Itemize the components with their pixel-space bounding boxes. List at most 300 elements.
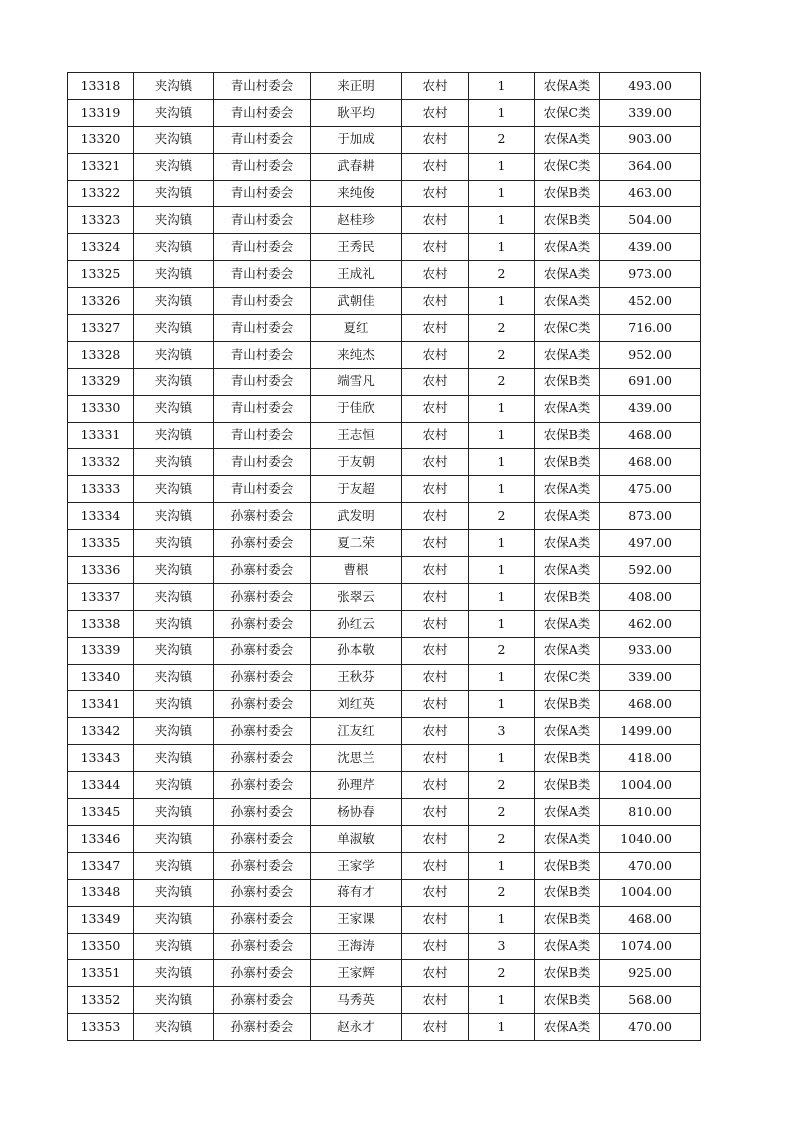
household-type-cell: 农村: [402, 825, 469, 852]
person-count-cell: 1: [469, 664, 535, 691]
person-count-cell: 2: [469, 503, 535, 530]
amount-cell: 468.00: [600, 449, 701, 476]
amount-cell: 1040.00: [600, 825, 701, 852]
person-count-cell: 2: [469, 637, 535, 664]
insurance-class-cell: 农保C类: [535, 99, 600, 126]
person-count-cell: 1: [469, 234, 535, 261]
name-cell: 端雪凡: [311, 368, 402, 395]
household-type-cell: 农村: [402, 960, 469, 987]
amount-cell: 452.00: [600, 288, 701, 315]
insurance-class-cell: 农保A类: [535, 933, 600, 960]
table-row: [68, 476, 701, 503]
person-count-cell: 1: [469, 395, 535, 422]
record-id-cell: 13322: [68, 180, 134, 207]
name-cell: 于佳欣: [311, 395, 402, 422]
record-id-cell: 13344: [68, 772, 134, 799]
name-cell: 单淑敏: [311, 825, 402, 852]
table-row: [68, 395, 701, 422]
name-cell: 王家课: [311, 906, 402, 933]
insurance-class-cell: 农保B类: [535, 745, 600, 772]
household-type-cell: 农村: [402, 126, 469, 153]
record-id-cell: 13319: [68, 99, 134, 126]
town-cell: 夹沟镇: [134, 933, 214, 960]
person-count-cell: 1: [469, 153, 535, 180]
town-cell: 夹沟镇: [134, 234, 214, 261]
record-id-cell: 13329: [68, 368, 134, 395]
village-committee-cell: 孙寨村委会: [214, 718, 311, 745]
person-count-cell: 1: [469, 207, 535, 234]
table-row: [68, 180, 701, 207]
household-type-cell: 农村: [402, 610, 469, 637]
household-type-cell: 农村: [402, 691, 469, 718]
table-row: [68, 503, 701, 530]
amount-cell: 873.00: [600, 503, 701, 530]
record-id-cell: 13331: [68, 422, 134, 449]
name-cell: 王秀民: [311, 234, 402, 261]
household-type-cell: 农村: [402, 449, 469, 476]
person-count-cell: 2: [469, 960, 535, 987]
insurance-class-cell: 农保B类: [535, 368, 600, 395]
amount-cell: 339.00: [600, 664, 701, 691]
table-row: [68, 691, 701, 718]
table-row: [68, 234, 701, 261]
name-cell: 张翠云: [311, 583, 402, 610]
household-type-cell: 农村: [402, 906, 469, 933]
village-committee-cell: 孙寨村委会: [214, 772, 311, 799]
amount-cell: 903.00: [600, 126, 701, 153]
table-row: [68, 557, 701, 584]
name-cell: 于加成: [311, 126, 402, 153]
village-committee-cell: 孙寨村委会: [214, 799, 311, 826]
person-count-cell: 1: [469, 610, 535, 637]
household-type-cell: 农村: [402, 180, 469, 207]
insurance-class-cell: 农保A类: [535, 557, 600, 584]
name-cell: 赵永才: [311, 1014, 402, 1041]
village-committee-cell: 青山村委会: [214, 207, 311, 234]
record-id-cell: 13326: [68, 288, 134, 315]
record-id-cell: 13338: [68, 610, 134, 637]
name-cell: 刘红英: [311, 691, 402, 718]
table-row: [68, 449, 701, 476]
name-cell: 王家辉: [311, 960, 402, 987]
amount-cell: 439.00: [600, 395, 701, 422]
amount-cell: 952.00: [600, 341, 701, 368]
table-row: [68, 799, 701, 826]
person-count-cell: 1: [469, 99, 535, 126]
table-row: [68, 825, 701, 852]
record-id-cell: 13336: [68, 557, 134, 584]
insurance-class-cell: 农保B类: [535, 207, 600, 234]
town-cell: 夹沟镇: [134, 637, 214, 664]
person-count-cell: 1: [469, 852, 535, 879]
record-id-cell: 13339: [68, 637, 134, 664]
table-row: [68, 288, 701, 315]
village-committee-cell: 青山村委会: [214, 449, 311, 476]
household-type-cell: 农村: [402, 530, 469, 557]
town-cell: 夹沟镇: [134, 852, 214, 879]
household-type-cell: 农村: [402, 99, 469, 126]
village-committee-cell: 孙寨村委会: [214, 503, 311, 530]
village-committee-cell: 青山村委会: [214, 395, 311, 422]
village-committee-cell: 孙寨村委会: [214, 745, 311, 772]
name-cell: 耿平均: [311, 99, 402, 126]
town-cell: 夹沟镇: [134, 395, 214, 422]
amount-cell: 925.00: [600, 960, 701, 987]
household-type-cell: 农村: [402, 368, 469, 395]
name-cell: 武朝佳: [311, 288, 402, 315]
name-cell: 王家学: [311, 852, 402, 879]
amount-cell: 568.00: [600, 987, 701, 1014]
amount-cell: 475.00: [600, 476, 701, 503]
person-count-cell: 3: [469, 933, 535, 960]
person-count-cell: 2: [469, 341, 535, 368]
records-table: [67, 72, 701, 1041]
person-count-cell: 1: [469, 1014, 535, 1041]
amount-cell: 439.00: [600, 234, 701, 261]
village-committee-cell: 青山村委会: [214, 126, 311, 153]
town-cell: 夹沟镇: [134, 153, 214, 180]
name-cell: 武春耕: [311, 153, 402, 180]
town-cell: 夹沟镇: [134, 772, 214, 799]
household-type-cell: 农村: [402, 557, 469, 584]
table-row: [68, 99, 701, 126]
household-type-cell: 农村: [402, 288, 469, 315]
insurance-class-cell: 农保B类: [535, 583, 600, 610]
person-count-cell: 2: [469, 261, 535, 288]
town-cell: 夹沟镇: [134, 879, 214, 906]
table-row: [68, 987, 701, 1014]
town-cell: 夹沟镇: [134, 906, 214, 933]
amount-cell: 497.00: [600, 530, 701, 557]
name-cell: 江友红: [311, 718, 402, 745]
amount-cell: 364.00: [600, 153, 701, 180]
amount-cell: 463.00: [600, 180, 701, 207]
table-row: [68, 422, 701, 449]
table-row: [68, 207, 701, 234]
amount-cell: 592.00: [600, 557, 701, 584]
town-cell: 夹沟镇: [134, 557, 214, 584]
village-committee-cell: 孙寨村委会: [214, 933, 311, 960]
household-type-cell: 农村: [402, 422, 469, 449]
village-committee-cell: 孙寨村委会: [214, 1014, 311, 1041]
insurance-class-cell: 农保A类: [535, 637, 600, 664]
name-cell: 夏二荣: [311, 530, 402, 557]
person-count-cell: 1: [469, 530, 535, 557]
name-cell: 王成礼: [311, 261, 402, 288]
village-committee-cell: 孙寨村委会: [214, 906, 311, 933]
village-committee-cell: 孙寨村委会: [214, 852, 311, 879]
record-id-cell: 13337: [68, 583, 134, 610]
amount-cell: 468.00: [600, 691, 701, 718]
town-cell: 夹沟镇: [134, 718, 214, 745]
household-type-cell: 农村: [402, 718, 469, 745]
name-cell: 来纯杰: [311, 341, 402, 368]
table-row: [68, 315, 701, 342]
table-row: [68, 718, 701, 745]
person-count-cell: 1: [469, 906, 535, 933]
insurance-class-cell: 农保A类: [535, 126, 600, 153]
record-id-cell: 13334: [68, 503, 134, 530]
person-count-cell: 2: [469, 772, 535, 799]
household-type-cell: 农村: [402, 933, 469, 960]
name-cell: 夏红: [311, 315, 402, 342]
town-cell: 夹沟镇: [134, 476, 214, 503]
town-cell: 夹沟镇: [134, 288, 214, 315]
household-type-cell: 农村: [402, 637, 469, 664]
table-row: [68, 261, 701, 288]
insurance-class-cell: 农保A类: [535, 530, 600, 557]
amount-cell: 418.00: [600, 745, 701, 772]
amount-cell: 973.00: [600, 261, 701, 288]
insurance-class-cell: 农保A类: [535, 610, 600, 637]
village-committee-cell: 青山村委会: [214, 288, 311, 315]
village-committee-cell: 孙寨村委会: [214, 583, 311, 610]
insurance-class-cell: 农保A类: [535, 395, 600, 422]
amount-cell: 408.00: [600, 583, 701, 610]
record-id-cell: 13345: [68, 799, 134, 826]
town-cell: 夹沟镇: [134, 825, 214, 852]
record-id-cell: 13320: [68, 126, 134, 153]
record-id-cell: 13340: [68, 664, 134, 691]
person-count-cell: 1: [469, 691, 535, 718]
household-type-cell: 农村: [402, 879, 469, 906]
amount-cell: 716.00: [600, 315, 701, 342]
table-row: [68, 153, 701, 180]
amount-cell: 470.00: [600, 852, 701, 879]
person-count-cell: 1: [469, 449, 535, 476]
insurance-class-cell: 农保A类: [535, 825, 600, 852]
table-row: [68, 879, 701, 906]
amount-cell: 1004.00: [600, 772, 701, 799]
insurance-class-cell: 农保B类: [535, 449, 600, 476]
name-cell: 蒋有才: [311, 879, 402, 906]
insurance-class-cell: 农保A类: [535, 73, 600, 100]
name-cell: 孙红云: [311, 610, 402, 637]
person-count-cell: 2: [469, 879, 535, 906]
town-cell: 夹沟镇: [134, 368, 214, 395]
household-type-cell: 农村: [402, 395, 469, 422]
insurance-class-cell: 农保B类: [535, 987, 600, 1014]
insurance-class-cell: 农保A类: [535, 288, 600, 315]
household-type-cell: 农村: [402, 664, 469, 691]
amount-cell: 933.00: [600, 637, 701, 664]
table-body: [68, 73, 701, 1041]
household-type-cell: 农村: [402, 1014, 469, 1041]
table-row: [68, 664, 701, 691]
insurance-class-cell: 农保A类: [535, 799, 600, 826]
town-cell: 夹沟镇: [134, 422, 214, 449]
name-cell: 赵桂珍: [311, 207, 402, 234]
insurance-class-cell: 农保B类: [535, 906, 600, 933]
person-count-cell: 1: [469, 180, 535, 207]
table-row: [68, 852, 701, 879]
table-row: [68, 745, 701, 772]
record-id-cell: 13323: [68, 207, 134, 234]
table-row: [68, 583, 701, 610]
household-type-cell: 农村: [402, 73, 469, 100]
household-type-cell: 农村: [402, 341, 469, 368]
insurance-class-cell: 农保C类: [535, 315, 600, 342]
record-id-cell: 13328: [68, 341, 134, 368]
table-row: [68, 1014, 701, 1041]
name-cell: 曹根: [311, 557, 402, 584]
record-id-cell: 13349: [68, 906, 134, 933]
table-row: [68, 906, 701, 933]
village-committee-cell: 青山村委会: [214, 341, 311, 368]
table-row: [68, 610, 701, 637]
insurance-class-cell: 农保A类: [535, 476, 600, 503]
amount-cell: 470.00: [600, 1014, 701, 1041]
record-id-cell: 13330: [68, 395, 134, 422]
town-cell: 夹沟镇: [134, 987, 214, 1014]
person-count-cell: 1: [469, 745, 535, 772]
person-count-cell: 2: [469, 825, 535, 852]
name-cell: 来纯俊: [311, 180, 402, 207]
table-row: [68, 341, 701, 368]
village-committee-cell: 孙寨村委会: [214, 530, 311, 557]
person-count-cell: 1: [469, 987, 535, 1014]
record-id-cell: 13318: [68, 73, 134, 100]
town-cell: 夹沟镇: [134, 610, 214, 637]
household-type-cell: 农村: [402, 772, 469, 799]
household-type-cell: 农村: [402, 583, 469, 610]
record-id-cell: 13335: [68, 530, 134, 557]
person-count-cell: 1: [469, 288, 535, 315]
household-type-cell: 农村: [402, 476, 469, 503]
person-count-cell: 1: [469, 557, 535, 584]
name-cell: 来正明: [311, 73, 402, 100]
record-id-cell: 13332: [68, 449, 134, 476]
record-id-cell: 13342: [68, 718, 134, 745]
record-id-cell: 13321: [68, 153, 134, 180]
table-row: [68, 772, 701, 799]
amount-cell: 493.00: [600, 73, 701, 100]
record-id-cell: 13333: [68, 476, 134, 503]
insurance-class-cell: 农保A类: [535, 261, 600, 288]
amount-cell: 504.00: [600, 207, 701, 234]
table-row: [68, 73, 701, 100]
name-cell: 沈思兰: [311, 745, 402, 772]
record-id-cell: 13347: [68, 852, 134, 879]
town-cell: 夹沟镇: [134, 99, 214, 126]
town-cell: 夹沟镇: [134, 341, 214, 368]
record-id-cell: 13327: [68, 315, 134, 342]
table-row: [68, 933, 701, 960]
insurance-class-cell: 农保A类: [535, 718, 600, 745]
record-id-cell: 13325: [68, 261, 134, 288]
name-cell: 孙本敬: [311, 637, 402, 664]
record-id-cell: 13350: [68, 933, 134, 960]
table-row: [68, 637, 701, 664]
village-committee-cell: 青山村委会: [214, 368, 311, 395]
amount-cell: 810.00: [600, 799, 701, 826]
household-type-cell: 农村: [402, 315, 469, 342]
record-id-cell: 13353: [68, 1014, 134, 1041]
record-id-cell: 13343: [68, 745, 134, 772]
village-committee-cell: 孙寨村委会: [214, 664, 311, 691]
record-id-cell: 13324: [68, 234, 134, 261]
name-cell: 孙理芹: [311, 772, 402, 799]
person-count-cell: 1: [469, 476, 535, 503]
household-type-cell: 农村: [402, 503, 469, 530]
insurance-class-cell: 农保B类: [535, 852, 600, 879]
amount-cell: 1074.00: [600, 933, 701, 960]
person-count-cell: 2: [469, 799, 535, 826]
insurance-class-cell: 农保A类: [535, 234, 600, 261]
town-cell: 夹沟镇: [134, 73, 214, 100]
table-row: [68, 126, 701, 153]
village-committee-cell: 青山村委会: [214, 73, 311, 100]
village-committee-cell: 孙寨村委会: [214, 610, 311, 637]
record-id-cell: 13351: [68, 960, 134, 987]
amount-cell: 1004.00: [600, 879, 701, 906]
name-cell: 王秋芬: [311, 664, 402, 691]
insurance-class-cell: 农保A类: [535, 1014, 600, 1041]
person-count-cell: 2: [469, 368, 535, 395]
town-cell: 夹沟镇: [134, 207, 214, 234]
insurance-class-cell: 农保B类: [535, 772, 600, 799]
insurance-class-cell: 农保B类: [535, 422, 600, 449]
household-type-cell: 农村: [402, 745, 469, 772]
village-committee-cell: 孙寨村委会: [214, 960, 311, 987]
town-cell: 夹沟镇: [134, 960, 214, 987]
person-count-cell: 3: [469, 718, 535, 745]
name-cell: 武发明: [311, 503, 402, 530]
household-type-cell: 农村: [402, 987, 469, 1014]
insurance-class-cell: 农保A类: [535, 503, 600, 530]
town-cell: 夹沟镇: [134, 126, 214, 153]
village-committee-cell: 青山村委会: [214, 234, 311, 261]
insurance-class-cell: 农保A类: [535, 341, 600, 368]
village-committee-cell: 青山村委会: [214, 422, 311, 449]
person-count-cell: 1: [469, 422, 535, 449]
person-count-cell: 1: [469, 583, 535, 610]
household-type-cell: 农村: [402, 207, 469, 234]
insurance-class-cell: 农保B类: [535, 691, 600, 718]
table-row: [68, 368, 701, 395]
village-committee-cell: 青山村委会: [214, 476, 311, 503]
town-cell: 夹沟镇: [134, 1014, 214, 1041]
amount-cell: 468.00: [600, 906, 701, 933]
amount-cell: 462.00: [600, 610, 701, 637]
household-type-cell: 农村: [402, 799, 469, 826]
household-type-cell: 农村: [402, 153, 469, 180]
town-cell: 夹沟镇: [134, 449, 214, 476]
insurance-class-cell: 农保C类: [535, 153, 600, 180]
person-count-cell: 2: [469, 315, 535, 342]
household-type-cell: 农村: [402, 234, 469, 261]
name-cell: 于友朝: [311, 449, 402, 476]
name-cell: 王海涛: [311, 933, 402, 960]
village-committee-cell: 孙寨村委会: [214, 987, 311, 1014]
insurance-class-cell: 农保B类: [535, 960, 600, 987]
record-id-cell: 13352: [68, 987, 134, 1014]
town-cell: 夹沟镇: [134, 691, 214, 718]
household-type-cell: 农村: [402, 261, 469, 288]
village-committee-cell: 孙寨村委会: [214, 691, 311, 718]
record-id-cell: 13341: [68, 691, 134, 718]
town-cell: 夹沟镇: [134, 745, 214, 772]
village-committee-cell: 孙寨村委会: [214, 879, 311, 906]
household-type-cell: 农村: [402, 852, 469, 879]
person-count-cell: 1: [469, 73, 535, 100]
insurance-class-cell: 农保C类: [535, 664, 600, 691]
town-cell: 夹沟镇: [134, 503, 214, 530]
town-cell: 夹沟镇: [134, 530, 214, 557]
town-cell: 夹沟镇: [134, 583, 214, 610]
town-cell: 夹沟镇: [134, 261, 214, 288]
town-cell: 夹沟镇: [134, 664, 214, 691]
